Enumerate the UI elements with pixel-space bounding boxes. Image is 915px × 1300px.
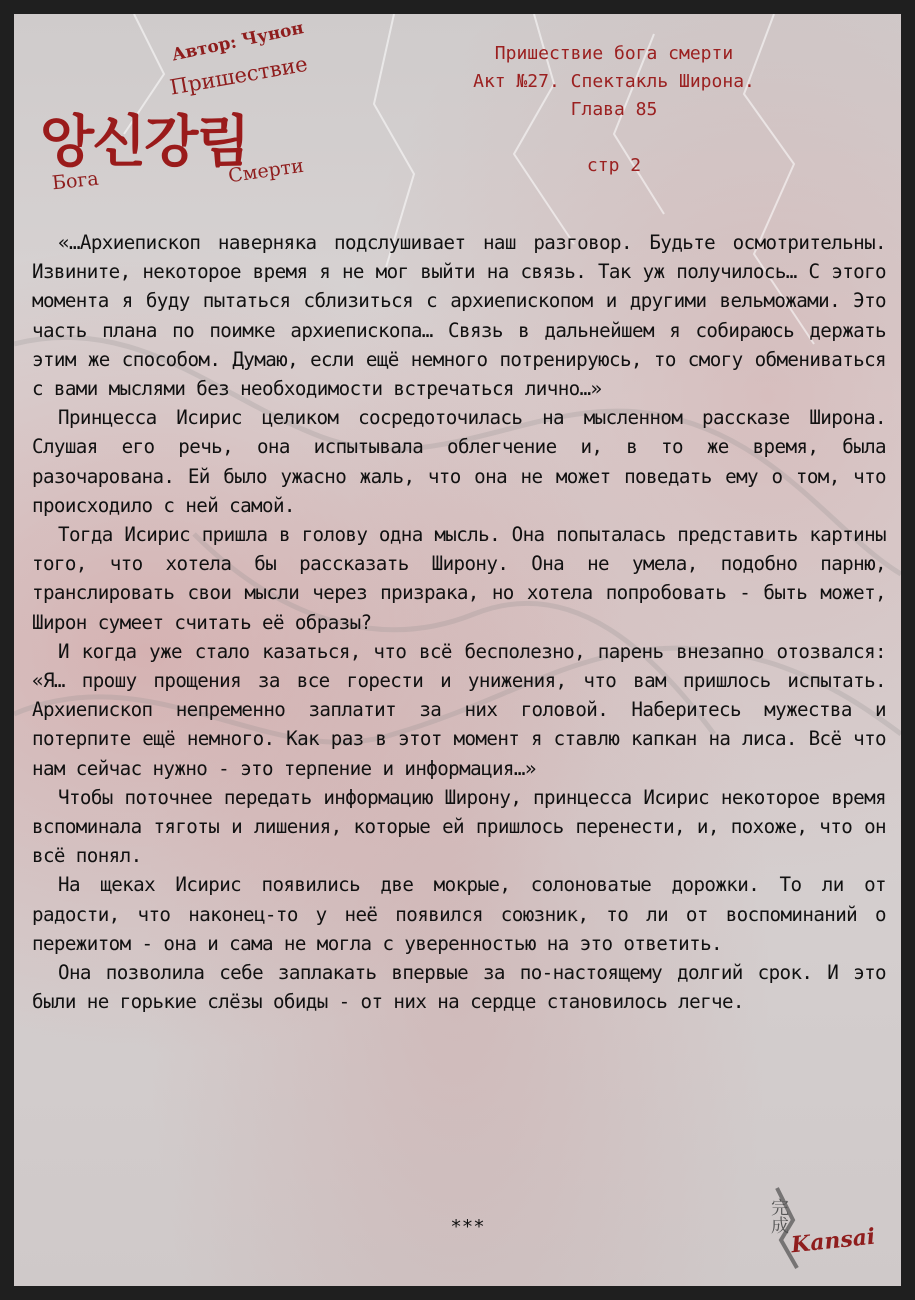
logo-title-top: Пришествие <box>168 51 310 100</box>
paragraph: Чтобы поточнее передать информацию Широну, принцесса Исирис некоторое время вспоминала тяготы и лишения, которые ей пришлось перенести, и, похоже, что он всё понял. <box>32 785 886 868</box>
paragraph: На щеках Исирис появились две мокрые, солоноватые дорожки. То ли от радости, что наконец-то у неё появился союзник, то ли от воспоминаний о пережитом - она и сама не могла с уверенностью на это ответить. <box>32 873 886 955</box>
paragraph: Она позволила себе заплакать впервые за по-настоящему долгий срок. И это были не горькие слёзы обиды - от них на сердце становилось легче. <box>32 961 886 1014</box>
body-text <box>32 228 886 1016</box>
translator-kanji: 完成 <box>768 1198 789 1234</box>
series-logo <box>28 18 318 207</box>
chapter-header <box>404 40 824 180</box>
logo-sub-right: Смерти <box>226 154 306 188</box>
section-separator: *** <box>450 1216 485 1238</box>
paragraph: Принцесса Исирис целиком сосредоточилась на мысленном рассказе Широна. Слушая его речь, она испытывала облегчение и, в то же время, была разочарована. Ей было ужасно жаль, что она не может поведать ему о том, что происходило с ней самой. <box>32 406 886 517</box>
logo-author: Автор: Чунон <box>170 18 306 66</box>
translator-brand: Kansai <box>789 1223 877 1259</box>
paragraph: «…Архиепископ наверняка подслушивает наш разговор. Будьте осмотрительны. Извините, некоторое время я не мог выйти на связь. Так уж получилось… С этого момента я буду пытаться сблизиться с архиепископом и другими вельможами. Это часть плана по поимке архиепископа… Связь в дальнейшем я собираюсь держать этим же способом. Думаю, если ещё немного потренируюсь, то смогу обмениваться с вами мыслями без необходимости встречаться лично…» <box>32 231 886 401</box>
paragraph: Тогда Исирис пришла в голову одна мысль. Она попыталась представить картины того, что хотела бы рассказать Широну. Она не умела, подобно парню, транслировать свои мысли через призрака, но хотела попробовать - быть может, Широн сумеет считать её образы? <box>32 523 886 634</box>
header-series-title: Пришествие бога смерти <box>494 43 734 64</box>
header-page-number: стр 2 <box>586 155 642 176</box>
header-chapter: Глава 85 <box>570 99 658 120</box>
translator-logo <box>767 1180 885 1272</box>
logo-sub-left: Бога <box>50 167 100 195</box>
paragraph: И когда уже стало казаться, что всё бесполезно, парень внезапно отозвался: «Я… прошу прощения за все горести и унижения, что вам пришлось испытать. Архиепископ непременно заплатит за них головой. Наберитесь мужества и потерпите ещё немного. Как раз в этот момент я ставлю капкан на лиса. Всё что нам сейчас нужно - это терпение и информация…» <box>32 639 886 780</box>
logo-korean-title: 앙신강림 <box>40 110 249 175</box>
header-act-title: Акт №27. Спектакль Широна. <box>473 71 755 92</box>
